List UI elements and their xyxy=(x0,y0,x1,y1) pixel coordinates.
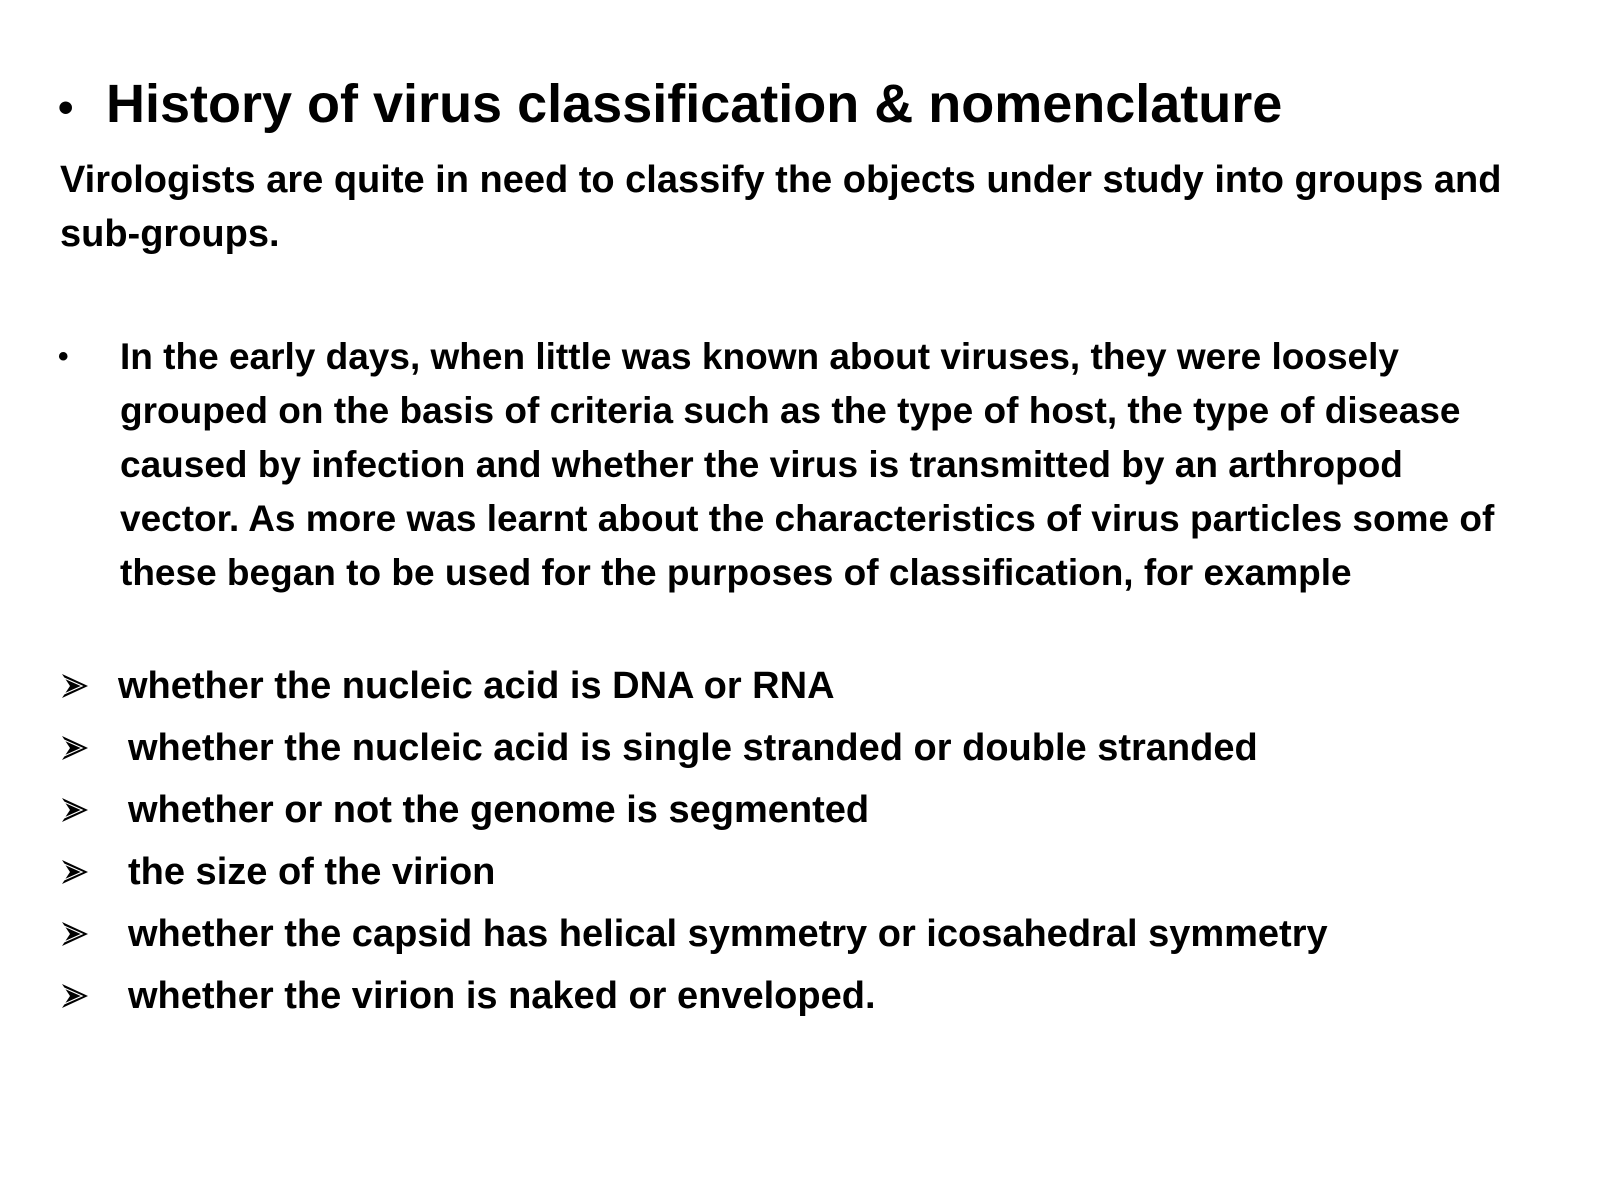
criteria-item xyxy=(60,655,1540,717)
arrowhead-bullet-icon xyxy=(60,981,118,1011)
criteria-item xyxy=(60,717,1540,779)
arrowhead-bullet-icon xyxy=(60,795,118,825)
slide-title xyxy=(58,72,1538,140)
arrowhead-bullet-icon xyxy=(60,733,118,763)
criteria-item-text: whether the nucleic acid is single stranded or double stranded xyxy=(128,726,1258,769)
criteria-item-text: whether or not the genome is segmented xyxy=(128,788,870,831)
early-days-paragraph xyxy=(58,330,1538,600)
criteria-item-text: whether the virion is naked or enveloped. xyxy=(128,974,876,1017)
paragraph-text: In the early days, when little was known about viruses, they were loosely grouped on the basis of criteria such as the type of host, the type of disease caused by infection and whether the virus is transmitted by an arthropod vector. As more was learnt about the characteristics of virus particles some of these began to be used for the purposes of classification, for example xyxy=(120,336,1495,593)
title-bullet: • xyxy=(58,83,74,132)
criteria-item-text: the size of the virion xyxy=(128,850,496,893)
title-text: History of virus classification & nomenclature xyxy=(106,74,1283,134)
arrowhead-bullet-icon xyxy=(60,671,118,701)
paragraph-bullet: • xyxy=(58,340,69,373)
criteria-item-text: whether the capsid has helical symmetry or icosahedral symmetry xyxy=(128,912,1328,955)
criteria-item xyxy=(60,903,1540,965)
criteria-item-text: whether the nucleic acid is DNA or RNA xyxy=(118,664,835,707)
criteria-item xyxy=(60,841,1540,903)
arrowhead-bullet-icon xyxy=(60,857,118,887)
arrowhead-bullet-icon xyxy=(60,919,118,949)
criteria-item xyxy=(60,779,1540,841)
intro-text: Virologists are quite in need to classify the objects under study into groups and sub-groups. xyxy=(60,159,1502,255)
criteria-item xyxy=(60,965,1540,1027)
classification-criteria-list xyxy=(60,655,1540,1027)
